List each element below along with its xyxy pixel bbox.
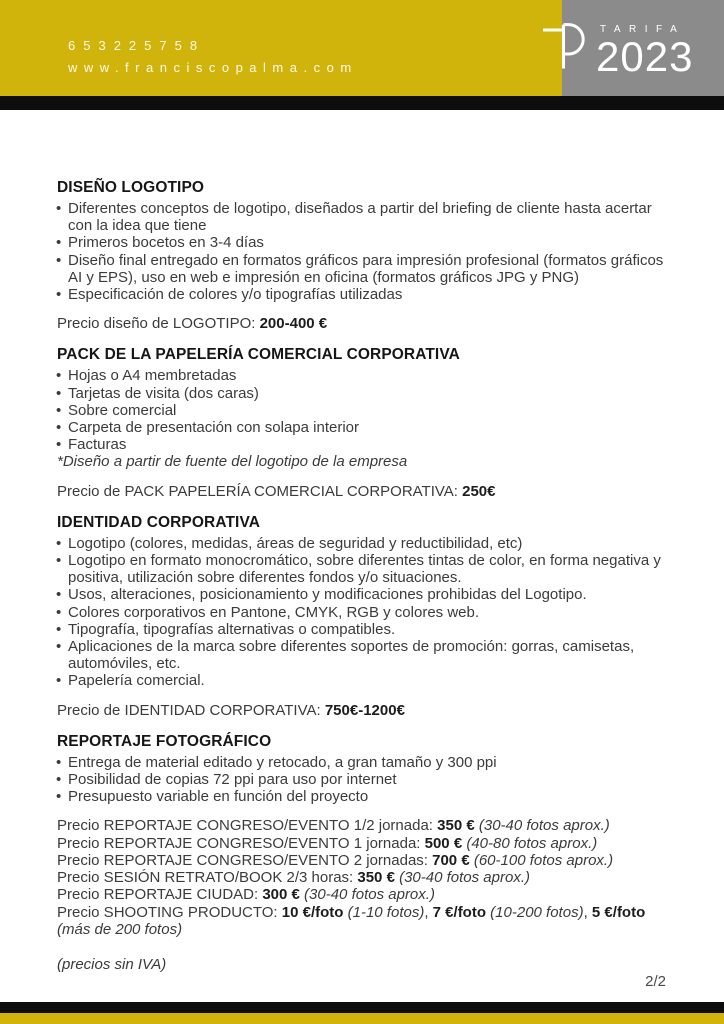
price-value: 500 € xyxy=(424,834,463,852)
bullet-item: • Hojas o A4 membretadas xyxy=(57,367,666,384)
bullet-item: • Diferentes conceptos de logotipo, diseñados a partir del briefing de cliente hasta acertar con la idea que tiene xyxy=(57,200,666,234)
bullet-list xyxy=(57,535,666,690)
price-block xyxy=(57,315,666,332)
price-block xyxy=(57,817,666,937)
price-separator: , xyxy=(424,903,433,921)
bullet-item: • Papelería comercial. xyxy=(57,672,666,689)
footer-divider-bar xyxy=(0,1002,724,1013)
price-line xyxy=(57,835,666,852)
price-line xyxy=(57,904,666,938)
bullet-item: • Usos, alteraciones, posicionamiento y modificaciones prohibidas del Logotipo. xyxy=(57,586,666,603)
bullet-item: • Tarjetas de visita (dos caras) xyxy=(57,385,666,402)
header-divider-bar xyxy=(0,96,724,110)
price-detail: (30-40 fotos aprox.) xyxy=(299,886,435,904)
price-line xyxy=(57,315,666,332)
bullet-list xyxy=(57,367,666,453)
price-value: 350 € xyxy=(437,817,475,835)
bullet-item: • Diseño final entregado en formatos gráficos para impresión profesional (formatos gráficos AI y EPS), uso en web e impresión en oficina (formatos gráficos JPG y PNG) xyxy=(57,252,666,286)
price-block xyxy=(57,483,666,500)
price-detail: (40-80 fotos aprox.) xyxy=(462,834,598,852)
website-link[interactable]: www.franciscopalma.com xyxy=(68,60,358,75)
price-line xyxy=(57,702,666,719)
bullet-item: • Primeros bocetos en 3-4 días xyxy=(57,234,666,251)
price-label: Precio REPORTAJE CIUDAD: xyxy=(57,886,263,904)
price-detail: (30-40 fotos aprox.) xyxy=(474,817,610,835)
price-value: 350 € xyxy=(357,869,395,887)
section-title: REPORTAJE FOTOGRÁFICO xyxy=(57,732,272,750)
price-line xyxy=(57,886,666,903)
price-label: Precio REPORTAJE CONGRESO/EVENTO 1/2 jornada: xyxy=(57,817,438,835)
price-label: Precio REPORTAJE CONGRESO/EVENTO 2 jornadas: xyxy=(57,851,433,869)
price-value: 5 €/foto xyxy=(591,903,646,921)
bullet-item: • Entrega de material editado y retocado, a gran tamaño y 300 ppi xyxy=(57,754,666,771)
page-number: 2/2 xyxy=(645,973,666,991)
price-value: 700 € xyxy=(432,851,470,869)
section-title: IDENTIDAD CORPORATIVA xyxy=(57,513,261,531)
price-label: Precio SESIÓN RETRATO/BOOK 2/3 horas: xyxy=(57,869,358,887)
section-pack-papeleria xyxy=(57,346,666,499)
price-detail: (10-200 fotos) xyxy=(486,903,584,921)
price-label: Precio de IDENTIDAD CORPORATIVA: xyxy=(57,701,325,719)
section-diseno-logotipo xyxy=(57,179,666,332)
price-label: Precio SHOOTING PRODUCTO: xyxy=(57,903,282,921)
section-identidad-corporativa xyxy=(57,514,666,719)
price-detail: (30-40 fotos aprox.) xyxy=(394,869,530,887)
price-detail: (más de 200 fotos) xyxy=(57,920,183,938)
price-value: 200-400 € xyxy=(259,315,328,333)
bullet-item: • Posibilidad de copias 72 ppi para uso por internet xyxy=(57,771,666,788)
bullet-list xyxy=(57,200,666,303)
price-value: 7 €/foto xyxy=(432,903,487,921)
price-detail: (60-100 fotos aprox.) xyxy=(469,851,614,869)
bullet-item: • Tipografía, tipografías alternativas o compatibles. xyxy=(57,621,666,638)
bullet-item: • Sobre comercial xyxy=(57,402,666,419)
bullet-item: • Carpeta de presentación con solapa interior xyxy=(57,419,666,436)
price-separator: , xyxy=(583,903,592,921)
year-text: 2023 xyxy=(596,33,694,80)
price-value: 300 € xyxy=(262,886,300,904)
bullet-list xyxy=(57,754,666,806)
bullet-item: • Aplicaciones de la marca sobre diferentes soportes de promoción: gorras, camisetas, automóviles, etc. xyxy=(57,638,666,672)
price-label: Precio REPORTAJE CONGRESO/EVENTO 1 jornada: xyxy=(57,834,425,852)
price-value: 750€-1200€ xyxy=(324,701,405,719)
bullet-item: • Especificación de colores y/o tipografías utilizadas xyxy=(57,286,666,303)
tarifa-label: TARIFA xyxy=(600,24,686,35)
fp-monogram-icon xyxy=(543,23,591,70)
footer-yellow-band xyxy=(0,1013,724,1024)
bullet-item: • Facturas xyxy=(57,436,666,453)
header xyxy=(0,0,724,110)
bullet-item: • Colores corporativos en Pantone, CMYK, RGB y colores web. xyxy=(57,604,666,621)
bullet-item: • Logotipo (colores, medidas, áreas de seguridad y reductibilidad, etc) xyxy=(57,535,666,552)
phone-number: 653225758 xyxy=(68,38,206,53)
section-title: DISEÑO LOGOTIPO xyxy=(57,179,205,196)
price-line xyxy=(57,817,666,834)
bullet-item: • Logotipo en formato monocromático, sobre diferentes tintas de color, en forma negativa y positiva, utilización sobre diferentes fondos y/o situaciones. xyxy=(57,552,666,586)
tax-disclaimer: (precios sin IVA) xyxy=(57,955,167,973)
section-title: PACK DE LA PAPELERÍA COMERCIAL CORPORATIVA xyxy=(57,346,460,364)
section-reportaje-fotografico xyxy=(57,733,666,938)
price-label: Precio de PACK PAPELERÍA COMERCIAL CORPORATIVA: xyxy=(57,482,463,500)
price-label: Precio diseño de LOGOTIPO: xyxy=(57,315,260,333)
price-line xyxy=(57,852,666,869)
section-note: *Diseño a partir de fuente del logotipo de la empresa xyxy=(57,453,408,471)
price-line xyxy=(57,483,666,500)
price-detail: (1-10 fotos) xyxy=(343,903,425,921)
price-block xyxy=(57,702,666,719)
price-value: 10 €/foto xyxy=(281,903,344,921)
price-value: 250€ xyxy=(462,482,496,500)
price-line xyxy=(57,869,666,886)
bullet-item: • Presupuesto variable en función del proyecto xyxy=(57,788,666,805)
document-body xyxy=(0,110,724,990)
